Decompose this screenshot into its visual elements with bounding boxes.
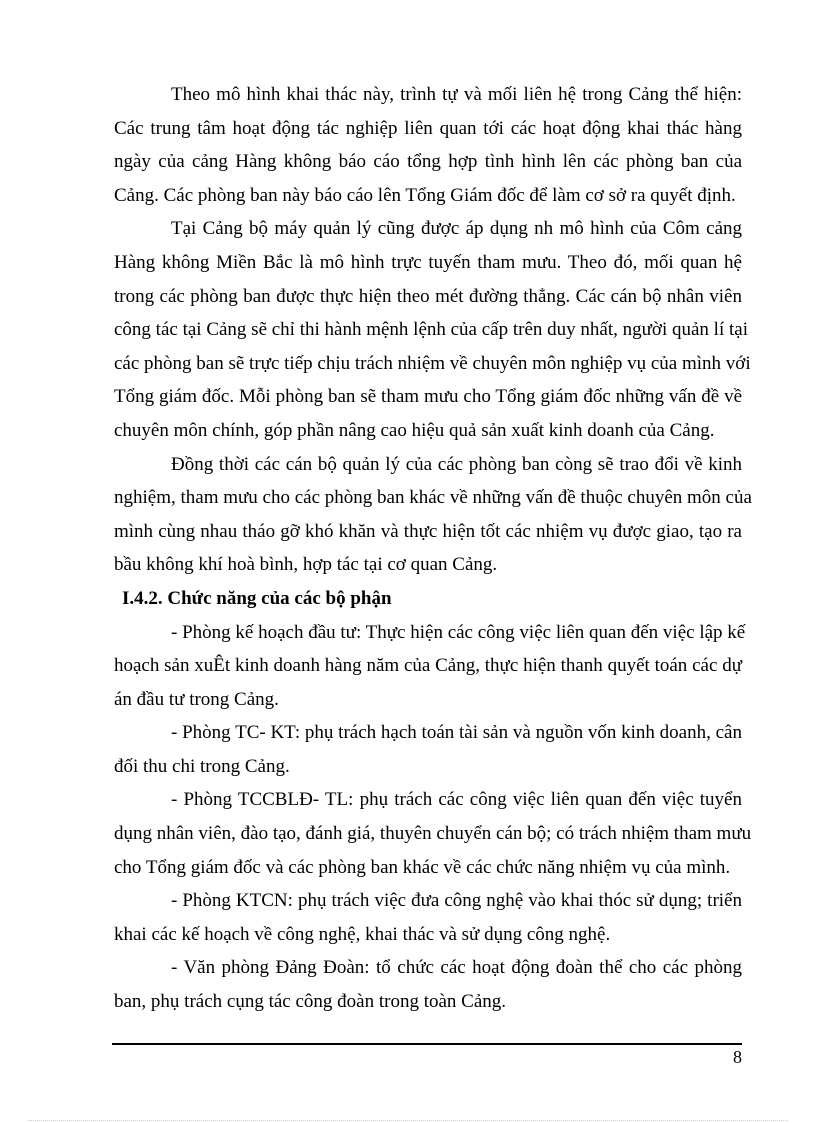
text-line: Đồng thời các cán bộ quản lý của các phòng ban còng sẽ trao đổi về kinh <box>171 453 742 475</box>
text-line: bầu không khí hoà bình, hợp tác tại cơ quan Cảng. <box>114 554 498 576</box>
body-paragraph <box>114 448 752 582</box>
function-item <box>114 884 742 951</box>
text-line: đối thu chi trong Cảng. <box>114 755 290 777</box>
function-item <box>114 716 742 783</box>
text-line: hoạch sản xuÊt kinh doanh hàng năm của Cảng, thực hiện thanh quyết toán các dự <box>114 655 742 677</box>
text-line: Tổng giám đốc. Mỗi phòng ban sẽ tham mưu cho Tổng giám đốc những vấn đề về <box>114 386 742 408</box>
text-line: ban, phụ trách cụng tác công đoàn trong toàn Cảng. <box>114 991 507 1013</box>
page-number: 8 <box>733 1047 742 1067</box>
text-line: - Phòng TCCBLĐ- TL: phụ trách các công việc liên quan đến việc tuyển <box>171 789 742 811</box>
text-line: mình cùng nhau tháo gỡ khó khăn và thực hiện tốt các nhiệm vụ được giao, tạo ra <box>114 520 742 542</box>
function-item <box>114 783 752 884</box>
footer-rule <box>112 1043 742 1045</box>
text-line: dụng nhân viên, đào tạo, đánh giá, thuyên chuyển cán bộ; có trách nhiệm tham mưu <box>114 823 752 845</box>
text-line: Tại Cảng bộ máy quản lý cũng được áp dụng nh mô hình của Côm cảng <box>171 218 742 240</box>
intro-paragraphs <box>114 78 752 582</box>
body-paragraph <box>114 78 742 212</box>
text-line: chuyên môn chính, góp phần nâng cao hiệu quả sản xuất kinh doanh của Cảng. <box>114 419 715 441</box>
function-item <box>114 616 746 717</box>
text-line: khai các kế hoạch về công nghệ, khai thác và sử dụng công nghệ. <box>114 923 611 945</box>
text-line: các phòng ban sẽ trực tiếp chịu trách nhiệm về chuyên môn nghiệp vụ của mình với <box>114 352 751 374</box>
text-line: Cảng. Các phòng ban này báo cáo lên Tổng Giám đốc để làm cơ sở ra quyết định. <box>114 184 736 206</box>
page-edge-dotted-line <box>28 1120 788 1121</box>
text-line: Hàng không Miền Bắc là mô hình trực tuyến tham mưu. Theo đó, mối quan hệ <box>114 251 742 273</box>
body-paragraph <box>114 212 751 447</box>
section-heading: I.4.2. Chức năng của các bộ phận <box>122 587 392 609</box>
text-line: công tác tại Cảng sẽ chỉ thi hành mệnh lệnh của cấp trên duy nhất, người quản lí tại <box>114 319 748 341</box>
text-line: - Phòng TC- KT: phụ trách hạch toán tài sản và nguồn vốn kinh doanh, cân <box>171 722 742 744</box>
text-line: - Phòng KTCN: phụ trách việc đưa công nghệ vào khai thóc sử dụng; triển <box>171 890 742 912</box>
text-line: án đầu tư trong Cảng. <box>114 688 279 710</box>
text-line: Các trung tâm hoạt động tác nghiệp liên quan tới các hoạt động khai thác hàng <box>114 117 742 139</box>
text-line: - Văn phòng Đảng Đoàn: tổ chức các hoạt động đoàn thể cho các phòng <box>171 957 742 979</box>
function-item <box>114 951 742 1018</box>
page-content <box>114 78 752 1019</box>
text-line: cho Tổng giám đốc và các phòng ban khác về các chức năng nhiệm vụ của mình. <box>114 856 731 878</box>
text-line: ngày của cảng Hàng không báo cáo tổng hợp tình hình lên các phòng ban của <box>114 151 742 173</box>
text-line: trong các phòng ban được thực hiện theo mét đường thẳng. Các cán bộ nhân viên <box>114 285 742 307</box>
text-line: - Phòng kế hoạch đầu tư: Thực hiện các công việc liên quan đến việc lập kế <box>171 621 746 643</box>
text-line: Theo mô hình khai thác này, trình tự và mối liên hệ trong Cảng thể hiện: <box>171 84 742 105</box>
function-items <box>114 616 752 1019</box>
text-line: nghiệm, tham mưu cho các phòng ban khác về những vấn đề thuộc chuyên môn của <box>114 487 752 509</box>
